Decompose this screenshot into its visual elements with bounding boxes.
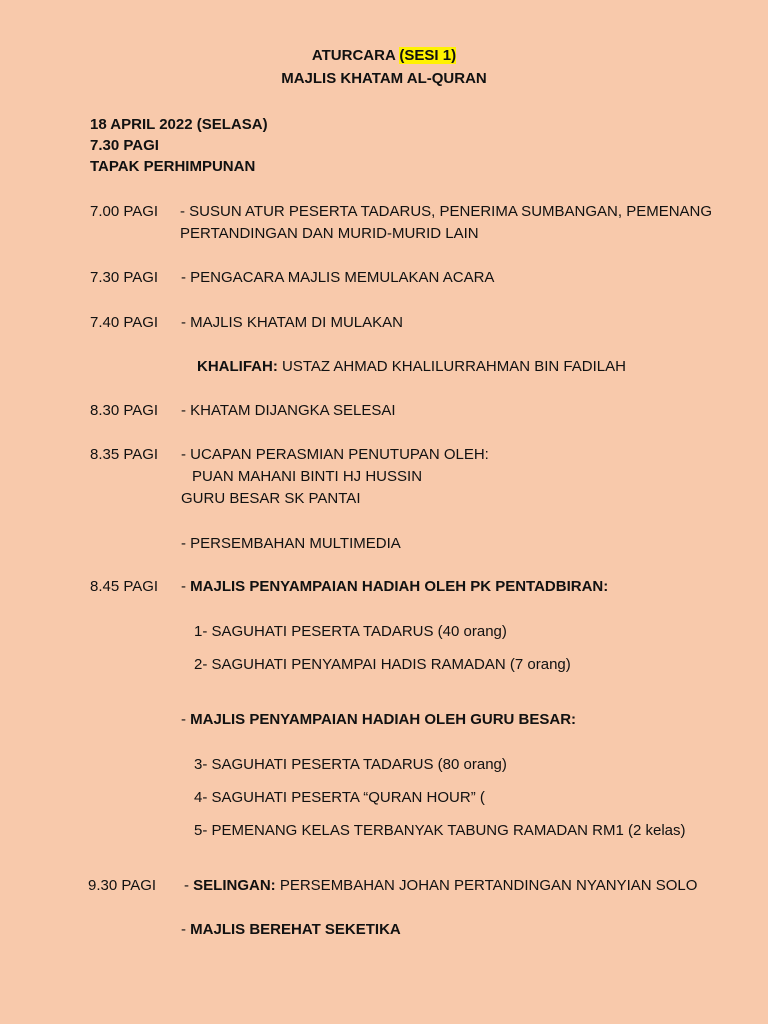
schedule-time-730: 7.30 PAGI bbox=[90, 269, 159, 286]
dash: - bbox=[181, 921, 191, 938]
prize-heading-gb: MAJLIS PENYAMPAIAN HADIAH OLEH GURU BESAR: bbox=[190, 711, 577, 728]
session-highlight: (SESI 1) bbox=[399, 47, 457, 64]
khalifah-name: USTAZ AHMAD KHALILURRAHMAN BIN FADILAH bbox=[277, 358, 626, 375]
schedule-item-830: - KHATAM DIJANGKA SELESAI bbox=[181, 402, 396, 419]
schedule-time-700: 7.00 PAGI bbox=[90, 203, 159, 220]
dash: - bbox=[181, 711, 191, 728]
prize-item-3: 3- SAGUHATI PESERTA TADARUS (80 orang) bbox=[194, 756, 507, 773]
event-venue: TAPAK PERHIMPUNAN bbox=[90, 158, 256, 175]
schedule-time-830: 8.30 PAGI bbox=[90, 402, 159, 419]
schedule-item-break bbox=[181, 921, 401, 939]
schedule-item-845-heading bbox=[181, 578, 608, 596]
schedule-item-835-line1: - UCAPAN PERASMIAN PENUTUPAN OLEH: bbox=[181, 446, 489, 463]
schedule-item-835-line3: GURU BESAR SK PANTAI bbox=[181, 490, 361, 507]
event-date: 18 APRIL 2022 (SELASA) bbox=[90, 116, 268, 133]
dash: - bbox=[181, 578, 191, 595]
prize-item-4: 4- SAGUHATI PESERTA “QURAN HOUR” ( bbox=[194, 789, 485, 806]
event-time: 7.30 PAGI bbox=[90, 137, 159, 154]
schedule-time-740: 7.40 PAGI bbox=[90, 314, 159, 331]
prize-item-2: 2- SAGUHATI PENYAMPAI HADIS RAMADAN (7 orang) bbox=[194, 656, 571, 673]
selingan-label: SELINGAN: bbox=[193, 877, 276, 894]
document-subtitle: MAJLIS KHATAM AL-QURAN bbox=[281, 70, 487, 87]
schedule-item-835-line2: PUAN MAHANI BINTI HJ HUSSIN bbox=[192, 468, 423, 485]
schedule-time-835: 8.35 PAGI bbox=[90, 446, 159, 463]
schedule-item-700-line1: - SUSUN ATUR PESERTA TADARUS, PENERIMA SUMBANGAN, PEMENANG bbox=[180, 203, 713, 220]
schedule-time-930: 9.30 PAGI bbox=[88, 877, 157, 894]
dash: - bbox=[184, 877, 194, 894]
schedule-item-730: - PENGACARA MAJLIS MEMULAKAN ACARA bbox=[181, 269, 495, 286]
selingan-text: PERSEMBAHAN JOHAN PERTANDINGAN NYANYIAN SOLO bbox=[275, 877, 698, 894]
khalifah-line bbox=[197, 358, 626, 376]
schedule-time-845: 8.45 PAGI bbox=[90, 578, 159, 595]
schedule-item-700-line2: PERTANDINGAN DAN MURID-MURID LAIN bbox=[180, 225, 479, 242]
prize-heading-pk: MAJLIS PENYAMPAIAN HADIAH OLEH PK PENTADBIRAN: bbox=[190, 578, 609, 595]
prize-heading-gb-line bbox=[181, 711, 576, 729]
schedule-item-930 bbox=[184, 877, 697, 895]
khalifah-label: KHALIFAH: bbox=[197, 358, 278, 375]
schedule-item-835-line4: - PERSEMBAHAN MULTIMEDIA bbox=[181, 535, 401, 552]
title-text: ATURCARA bbox=[311, 47, 400, 64]
document-title bbox=[0, 47, 768, 65]
schedule-item-740: - MAJLIS KHATAM DI MULAKAN bbox=[181, 314, 403, 331]
prize-item-5: 5- PEMENANG KELAS TERBANYAK TABUNG RAMADAN RM1 (2 kelas) bbox=[194, 822, 686, 839]
prize-item-1: 1- SAGUHATI PESERTA TADARUS (40 orang) bbox=[194, 623, 507, 640]
break-text: MAJLIS BEREHAT SEKETIKA bbox=[190, 921, 401, 938]
